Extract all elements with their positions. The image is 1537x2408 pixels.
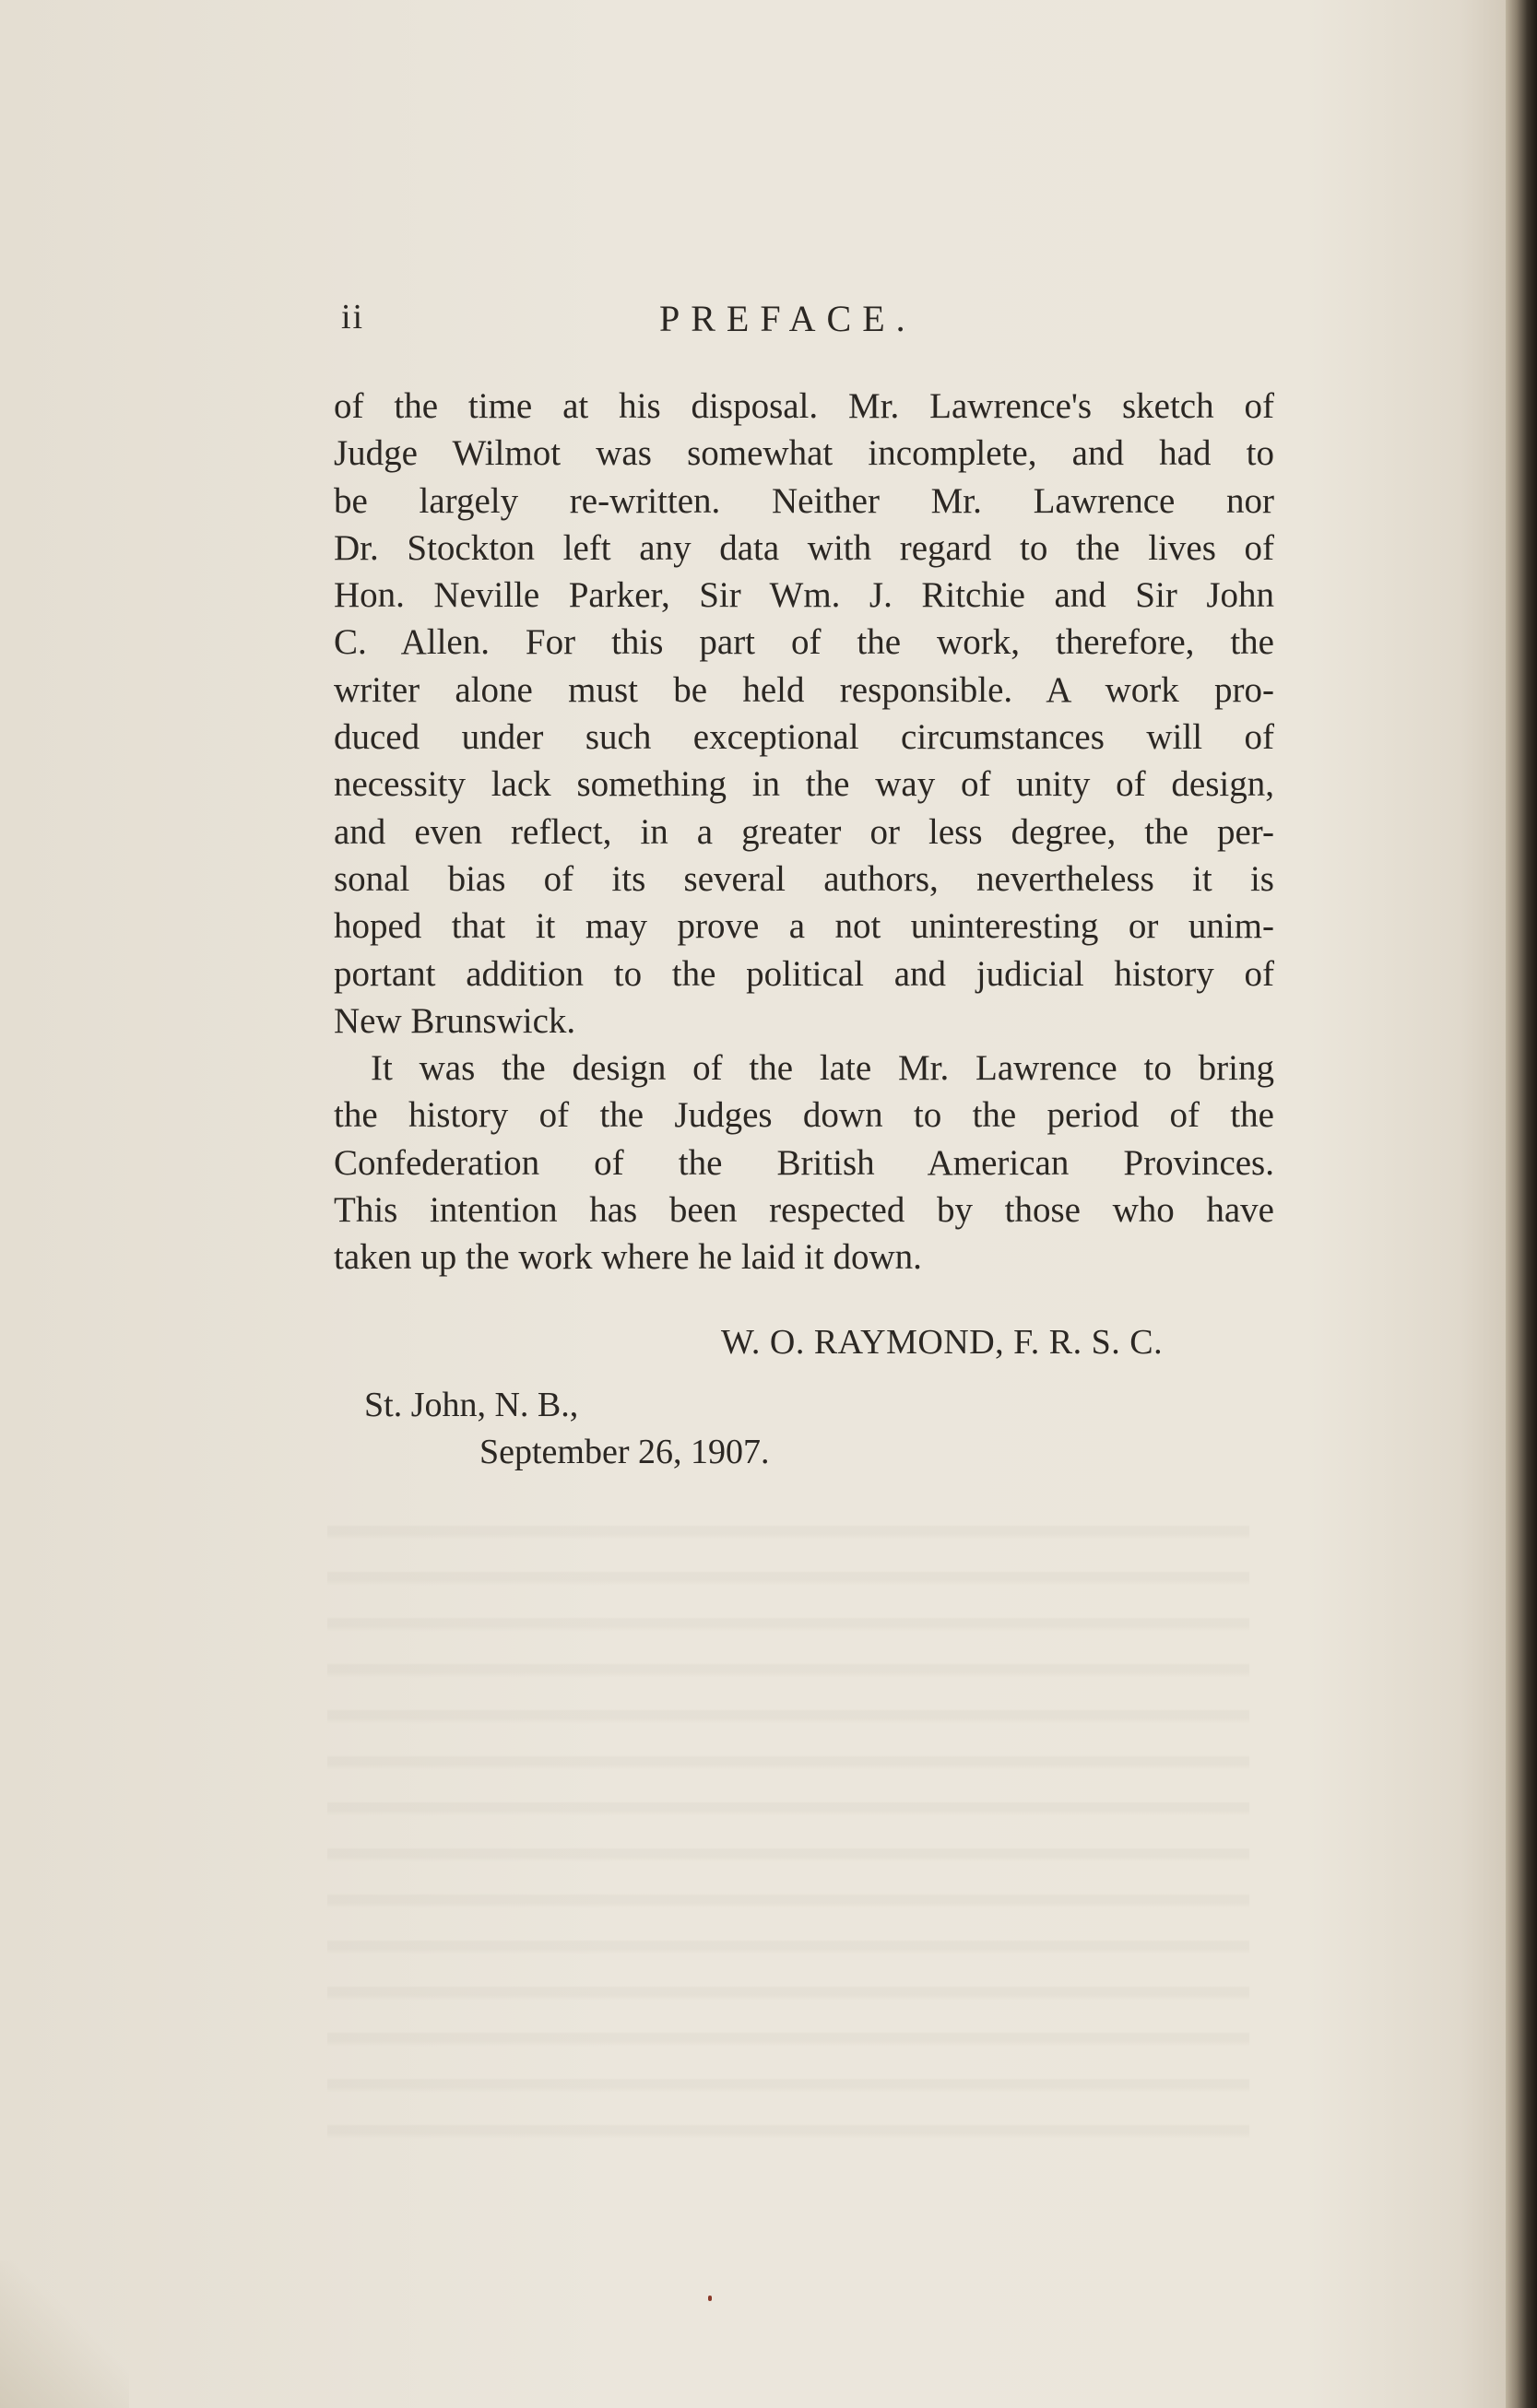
text-line: duced under such exceptional circumstances will of — [334, 717, 1274, 758]
show-through-text — [327, 1493, 1249, 2157]
text-line: Dr. Stockton left any data with regard to the lives of — [334, 527, 1274, 568]
text-line: writer alone must be held responsible. A work pro- — [334, 669, 1274, 710]
page-corner-shadow — [0, 2260, 129, 2408]
text-line: C. Allen. For this part of the work, therefore, the — [334, 622, 1274, 663]
text-line: be largely re-written. Neither Mr. Lawrence nor — [334, 480, 1274, 521]
text-line: New Brunswick. — [334, 1000, 576, 1041]
text-line: This intention has been respected by those who have — [334, 1190, 1274, 1231]
text-line: of the time at his disposal. Mr. Lawrence's sketch of — [334, 386, 1274, 426]
text-line: hoped that it may prove a not uninteresting or unim- — [334, 906, 1274, 947]
text-line: sonal bias of its several authors, nevertheless it is — [334, 858, 1274, 899]
text-line: Confederation of the British American Provinces. — [334, 1142, 1274, 1183]
place-line: St. John, N. B., — [364, 1386, 579, 1424]
text-line: portant addition to the political and judicial history of — [334, 953, 1274, 994]
paragraph-2 — [334, 1045, 1274, 1281]
text-line: necessity lack something in the way of unity of design, — [334, 764, 1274, 805]
running-head — [341, 297, 1263, 352]
text-line: taken up the work where he laid it down. — [334, 1237, 922, 1278]
text-line: and even reflect, in a greater or less degree, the per- — [334, 811, 1274, 852]
ink-speck — [708, 2296, 712, 2301]
text-line: the history of the Judges down to the period of the — [334, 1095, 1274, 1136]
page-number: ii — [341, 298, 365, 336]
date-line: September 26, 1907. — [479, 1433, 770, 1471]
text-line: Judge Wilmot was somewhat incomplete, and had to — [334, 433, 1274, 474]
text-line: It was the design of the late Mr. Lawrence to bring — [371, 1048, 1274, 1089]
author-signature: W. O. RAYMOND, F. R. S. C. — [721, 1323, 1164, 1362]
preface-body — [334, 383, 1274, 1281]
running-title: PREFACE. — [659, 298, 916, 339]
page-edge-shadow — [1506, 0, 1537, 2408]
text-line: Hon. Neville Parker, Sir Wm. J. Ritchie and Sir John — [334, 575, 1274, 616]
paragraph-1 — [334, 383, 1274, 1045]
